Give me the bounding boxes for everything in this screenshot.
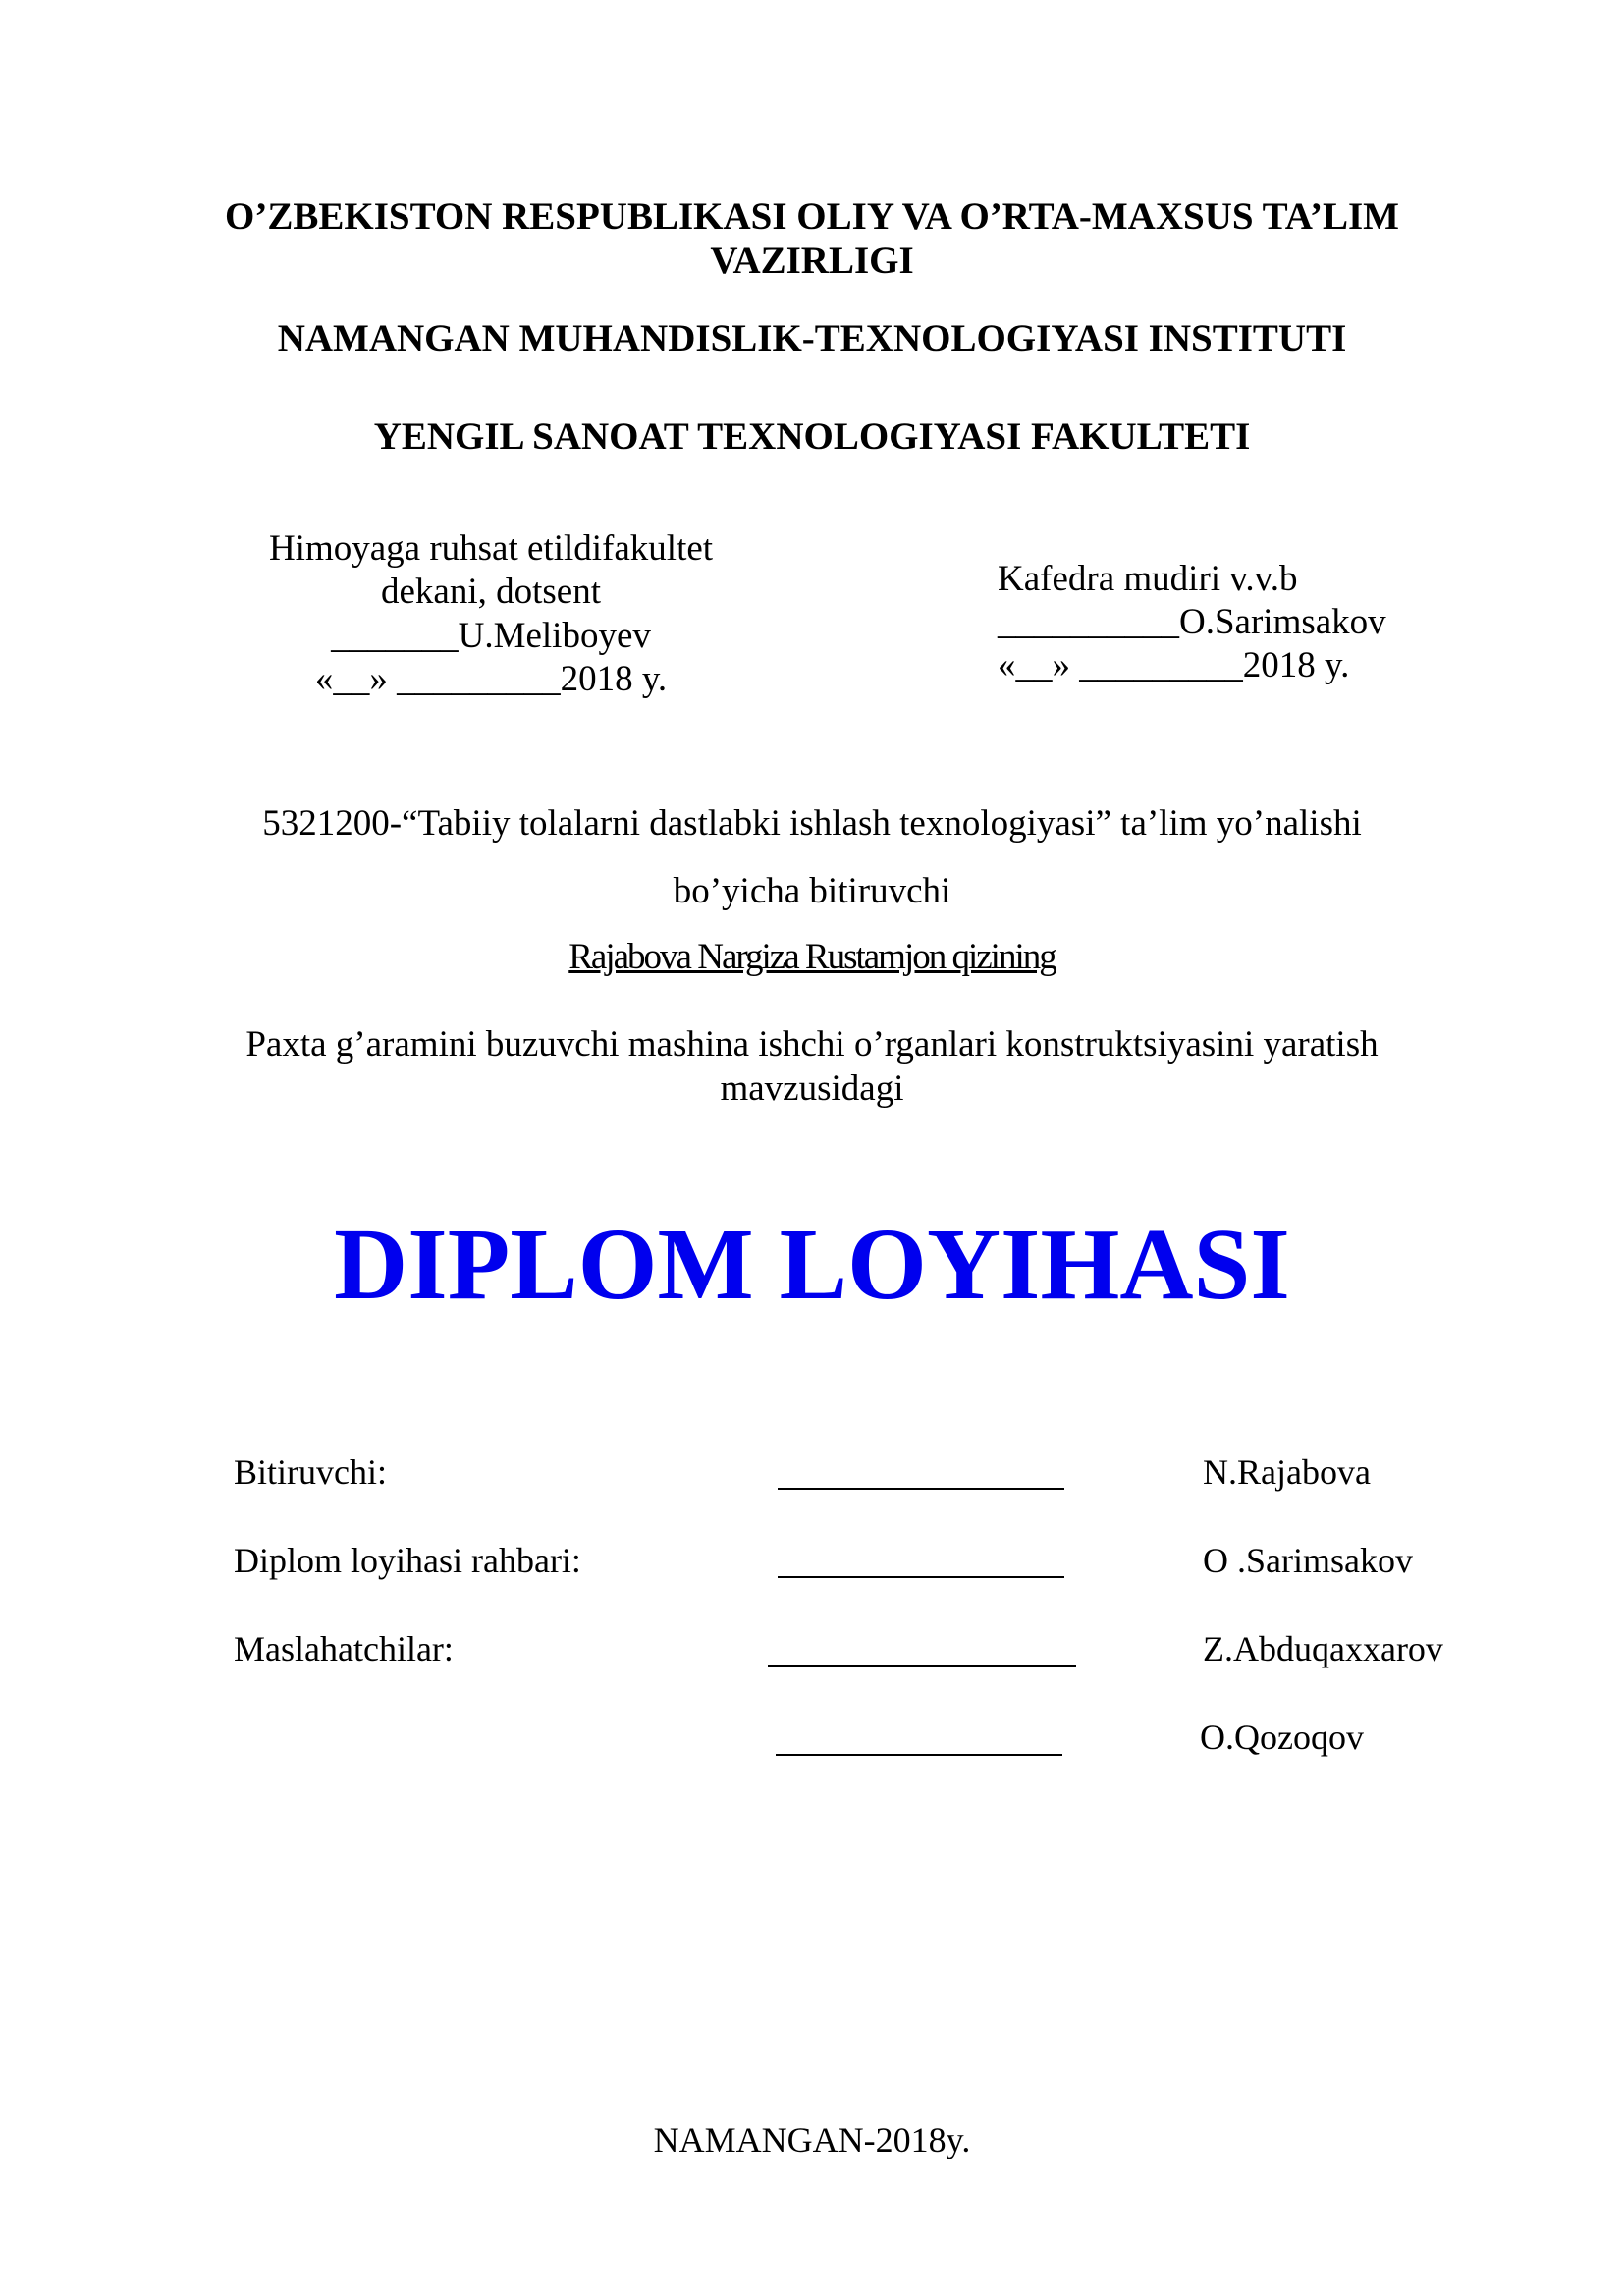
advisor2-name: O.Qozoqov xyxy=(1200,1718,1364,1757)
approval-left-line1: Himoyaga ruhsat etildifakultet xyxy=(268,528,714,569)
approval-right-line1: Kafedra mudiri v.v.b xyxy=(998,559,1298,599)
specialty-line2: bo’yicha bitiruvchi xyxy=(673,871,951,911)
supervisor-name: O .Sarimsakov xyxy=(1203,1541,1413,1580)
approval-left-date: «__» _________2018 y. xyxy=(314,659,668,699)
ministry-heading-line1: O’ZBEKISTON RESPUBLIKASI OLIY VA O’RTA-MAXSUS TA’LIM xyxy=(225,195,1399,238)
footer-city-year: NAMANGAN-2018y. xyxy=(653,2120,971,2159)
document-title: DIPLOM LOYIHASI xyxy=(334,1208,1290,1321)
institute-heading: NAMANGAN MUHANDISLIK-TEXNOLOGIYASI INSTITUTI xyxy=(277,317,1347,359)
graduate-label: Bitiruvchi: xyxy=(234,1452,387,1492)
advisor2-signature-line xyxy=(776,1754,1062,1756)
approval-left-signature: _______U.Meliboyev xyxy=(331,616,651,656)
supervisor-signature-line xyxy=(778,1576,1064,1578)
specialty-line1: 5321200-“Tabiiy tolalarni dastlabki ishlash texnologiyasi” ta’lim yo’nalishi xyxy=(262,803,1362,844)
student-name-text: Rajabova Nargiza Rustamjon qizining xyxy=(568,937,1056,977)
student-name xyxy=(0,936,1624,979)
graduate-name: N.Rajabova xyxy=(1203,1452,1371,1492)
approval-right-date: «__» _________2018 y. xyxy=(998,645,1350,685)
faculty-heading: YENGIL SANOAT TEXNOLOGIYASI FAKULTETI xyxy=(373,415,1251,458)
advisors-label: Maslahatchilar: xyxy=(234,1629,454,1668)
topic-line2: mavzusidagi xyxy=(720,1068,904,1109)
graduate-signature-line xyxy=(778,1488,1064,1490)
approval-left-line2: dekani, dotsent xyxy=(380,572,601,612)
advisor1-signature-line xyxy=(768,1665,1076,1667)
supervisor-label: Diplom loyihasi rahbari: xyxy=(234,1541,581,1580)
topic-line1: Paxta g’aramini buzuvchi mashina ishchi o’rganlari konstruktsiyasini yaratish xyxy=(245,1024,1379,1065)
advisor1-name: Z.Abduqaxxarov xyxy=(1203,1629,1443,1668)
approval-right-signature: __________O.Sarimsakov xyxy=(998,602,1386,642)
ministry-heading-line2: VAZIRLIGI xyxy=(710,240,914,282)
